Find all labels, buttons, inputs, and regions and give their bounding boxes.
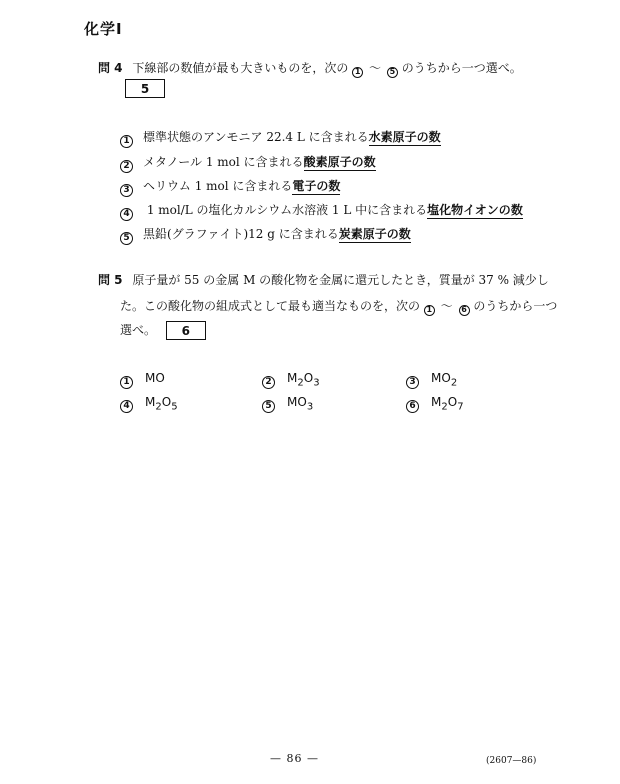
q5-range-end-marker: 6 — [459, 305, 470, 316]
q5-line2-prefix: た。この酸化物の組成式として最も適当なものを，次の — [120, 299, 421, 313]
page-number: — 86 — — [270, 752, 319, 765]
q4-range-end-marker: 5 — [387, 67, 398, 78]
formula-base: M — [145, 395, 156, 409]
option-text: メタノール 1 mol に含まれる — [143, 155, 304, 169]
option-text: ヘリウム 1 mol に含まれる — [143, 179, 293, 193]
option-underlined-text: 水素原子の数 — [368, 130, 441, 144]
q5-label: 問 5 — [98, 273, 123, 287]
formula-subscript-1: 2 — [297, 377, 304, 389]
q4-range-start-marker: 1 — [352, 67, 363, 78]
formula-base: MO — [145, 371, 165, 385]
formula-subscript-2: 5 — [171, 401, 178, 413]
option-number-marker: 1 — [120, 376, 133, 389]
q5-stem-line-2 — [120, 298, 557, 316]
option-number-marker: 3 — [406, 376, 419, 389]
formula-subscript-1: 2 — [155, 401, 162, 413]
q4-option-1[interactable] — [120, 129, 441, 148]
q4-stem-suffix: のうちから一つ選べ。 — [401, 61, 522, 75]
formula-subscript-2: 2 — [450, 377, 458, 389]
option-underlined-text: 電子の数 — [292, 179, 341, 193]
q4-stem-prefix: 下線部の数値が最も大きいものを，次の — [132, 61, 349, 75]
option-underlined-text: 炭素原子の数 — [338, 227, 411, 241]
option-text: 標準状態のアンモニア 22.4 L に含まれる — [143, 130, 369, 144]
q5-range-start-marker: 1 — [424, 305, 435, 316]
q5-line2-suffix: のうちから一つ — [473, 299, 558, 313]
option-number-marker: 6 — [406, 400, 419, 413]
option-text: 1 mol/L の塩化カルシウム水溶液 1 L 中に含まれる — [143, 203, 428, 217]
q5-option-1[interactable] — [120, 370, 165, 389]
formula-subscript-2: 3 — [313, 377, 320, 389]
option-text: 黒鉛(グラファイト)12 g に含まれる — [143, 227, 339, 241]
option-number-marker: 5 — [120, 232, 133, 245]
option-number-marker: 2 — [120, 160, 133, 173]
q5-tilde: 〜 — [440, 299, 453, 313]
formula-subscript-2: 3 — [306, 401, 314, 413]
document-code: (2607—86) — [486, 756, 537, 766]
q4-label: 問 4 — [98, 61, 123, 75]
option-number-marker: 4 — [120, 208, 133, 221]
option-underlined-text: 塩化物イオンの数 — [427, 203, 523, 217]
q4-option-5[interactable] — [120, 226, 411, 245]
q4-tilde: 〜 — [369, 61, 382, 75]
q5-option-4[interactable] — [120, 394, 178, 415]
q4-option-3[interactable] — [120, 178, 340, 197]
q5-line1-text: 原子量が 55 の金属 M の酸化物を金属に還元したとき，質量が 37 % 減少し — [132, 273, 549, 287]
formula-oxygen: O — [161, 395, 172, 409]
q5-line3-text: 選べ。 — [120, 323, 157, 337]
q4-stem — [98, 60, 522, 78]
formula-base: M — [431, 395, 442, 409]
q5-answer-box[interactable]: 6 — [166, 321, 206, 340]
q4-answer-box[interactable]: 5 — [125, 79, 165, 98]
option-number-marker: 3 — [120, 184, 133, 197]
formula-base: MO — [431, 371, 451, 385]
option-number-marker: 4 — [120, 400, 133, 413]
q4-option-2[interactable] — [120, 154, 376, 173]
option-underlined-text: 酸素原子の数 — [303, 155, 376, 169]
q5-option-5[interactable] — [262, 394, 313, 415]
q5-stem-line-3 — [120, 321, 206, 340]
q5-option-6[interactable] — [406, 394, 464, 415]
option-number-marker: 2 — [262, 376, 275, 389]
q5-stem-line-1 — [98, 272, 549, 288]
q4-option-4[interactable] — [120, 202, 523, 221]
subject-title: 化学Ⅰ — [84, 20, 123, 38]
formula-oxygen: O — [447, 395, 458, 409]
formula-base: M — [287, 371, 298, 385]
q5-option-2[interactable] — [262, 370, 320, 391]
formula-subscript-1: 2 — [441, 401, 448, 413]
option-number-marker: 1 — [120, 135, 133, 148]
option-number-marker: 5 — [262, 400, 275, 413]
formula-oxygen: O — [303, 371, 314, 385]
formula-base: MO — [287, 395, 307, 409]
q5-option-3[interactable] — [406, 370, 457, 391]
formula-subscript-2: 7 — [457, 401, 464, 413]
